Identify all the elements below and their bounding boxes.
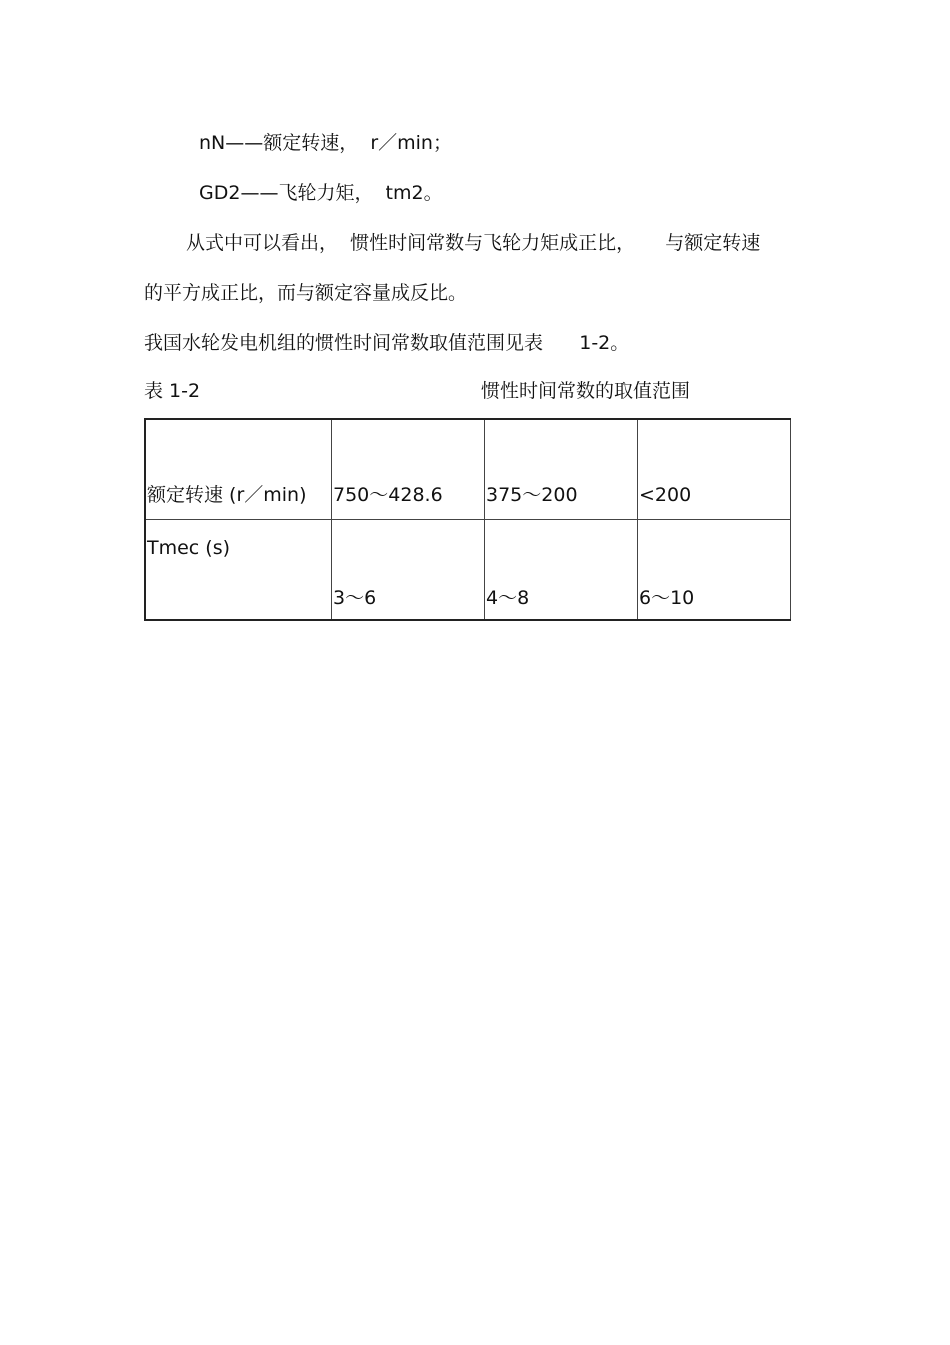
table-cell-value: <200 <box>639 484 692 506</box>
table-cell-value: 4～8 <box>486 587 530 609</box>
tmec-header: Tmec (s) <box>147 537 231 559</box>
paragraph-1-line-1: 从式中可以看出， 惯性时间常数与飞轮力矩成正比， 与额定转速 <box>186 232 761 254</box>
table-row <box>145 520 791 621</box>
definition-nn: nN——额定转速， r／min； <box>199 132 452 154</box>
table-cell-header <box>145 419 332 520</box>
inertia-constant-table <box>144 418 791 621</box>
table-cell <box>638 520 791 621</box>
table-cell <box>332 520 485 621</box>
definition-gd2: GD2——飞轮力矩， tm2。 <box>199 182 443 204</box>
table-cell <box>485 520 638 621</box>
table-cell-value: 6～10 <box>639 587 695 609</box>
table-caption-label: 表 1-2 <box>144 380 201 402</box>
paragraph-1-line-2: 的平方成正比，而与额定容量成反比。 <box>144 282 468 304</box>
table-row <box>145 419 791 520</box>
table-cell <box>485 419 638 520</box>
table-cell <box>638 419 791 520</box>
table-cell-value: 375～200 <box>486 484 578 506</box>
table-cell <box>332 419 485 520</box>
paragraph-2: 我国水轮发电机组的惯性时间常数取值范围见表 1-2。 <box>144 332 630 354</box>
table-cell-value: 750～428.6 <box>333 484 443 506</box>
table-cell-header <box>145 520 332 621</box>
table-caption-title: 惯性时间常数的取值范围 <box>481 380 691 402</box>
rated-speed-header: 额定转速 (r／min) <box>147 484 307 506</box>
table-cell-value: 3～6 <box>333 587 377 609</box>
